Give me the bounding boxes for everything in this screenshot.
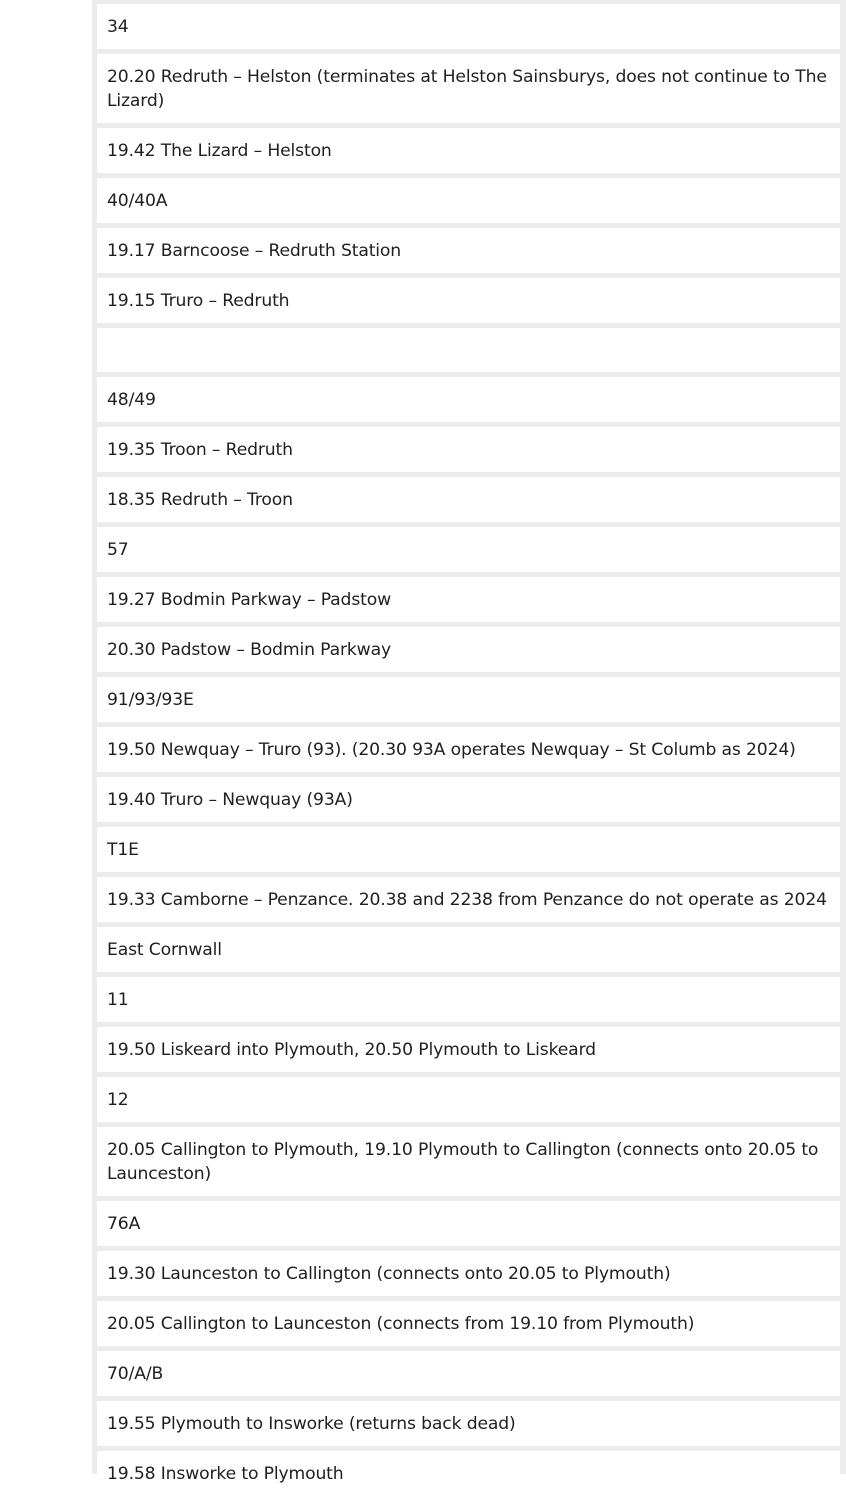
table-row: 20.05 Callington to Launceston (connects from 19.10 from Plymouth) (97, 1301, 840, 1346)
table-row: 19.55 Plymouth to Insworke (returns back dead) (97, 1401, 840, 1446)
route-row: 91/93/93E (97, 677, 840, 722)
table-row: 19.35 Troon – Redruth (97, 427, 840, 472)
table-row: 19.17 Barncoose – Redruth Station (97, 228, 840, 273)
route-row: 57 (97, 527, 840, 572)
route-row: T1E (97, 827, 840, 872)
route-row: 70/A/B (97, 1351, 840, 1396)
table-row: 19.50 Newquay – Truro (93). (20.30 93A operates Newquay – St Columb as 2024) (97, 727, 840, 772)
table-row: 19.33 Camborne – Penzance. 20.38 and 2238 from Penzance do not operate as 2024 (97, 877, 840, 922)
table-row: 20.20 Redruth – Helston (terminates at Helston Sainsburys, does not continue to The Lizard) (97, 54, 840, 123)
section-heading-row: East Cornwall (97, 927, 840, 972)
timetable-table (92, 0, 846, 1484)
route-row: 34 (97, 4, 840, 49)
table-row: 19.27 Bodmin Parkway – Padstow (97, 577, 840, 622)
table-row: 20.05 Callington to Plymouth, 19.10 Plymouth to Callington (connects onto 20.05 to Launceston) (97, 1127, 840, 1196)
route-row: 11 (97, 977, 840, 1022)
table-row: 19.30 Launceston to Callington (connects onto 20.05 to Plymouth) (97, 1251, 840, 1296)
table-row: 20.30 Padstow – Bodmin Parkway (97, 627, 840, 672)
table-row: 19.40 Truro – Newquay (93A) (97, 777, 840, 822)
table-row: 19.15 Truro – Redruth (97, 278, 840, 323)
table-row: 19.58 Insworke to Plymouth (97, 1451, 840, 1496)
route-row: 40/40A (97, 178, 840, 223)
route-row: 48/49 (97, 377, 840, 422)
empty-row (97, 328, 840, 372)
route-row: 76A (97, 1201, 840, 1246)
table-row: 18.35 Redruth – Troon (97, 477, 840, 522)
table-row: 19.50 Liskeard into Plymouth, 20.50 Plymouth to Liskeard (97, 1027, 840, 1072)
route-row: 12 (97, 1077, 840, 1122)
table-row: 19.42 The Lizard – Helston (97, 128, 840, 173)
